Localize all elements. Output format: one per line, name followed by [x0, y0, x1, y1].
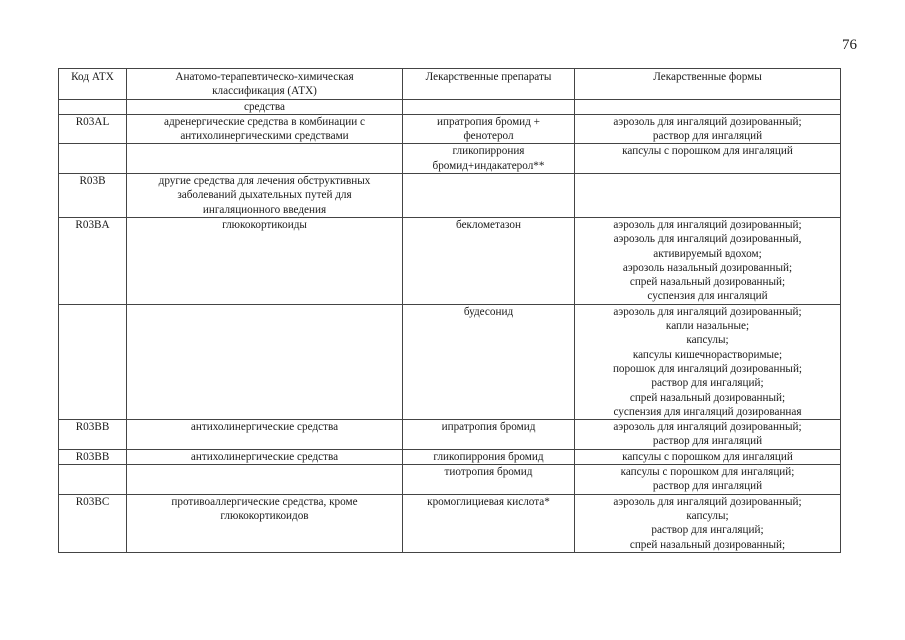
table-row	[59, 174, 841, 218]
drug-cell: гликопиррония бромид+индакатерол**	[403, 144, 575, 174]
atx-classification-cell	[127, 304, 403, 419]
atx-classification-cell: другие средства для лечения обструктивных заболеваний дыхательных путей для ингаляционного введения	[127, 174, 403, 218]
drug-cell: ипратропия бромид	[403, 420, 575, 450]
atx-classification-cell	[127, 465, 403, 495]
drug-cell: беклометазон	[403, 217, 575, 304]
drug-cell: кромоглициевая кислота*	[403, 494, 575, 552]
table-row	[59, 465, 841, 495]
atx-code-cell: R03BC	[59, 494, 127, 552]
drug-cell	[403, 99, 575, 114]
atx-code-cell	[59, 99, 127, 114]
atx-code-cell	[59, 304, 127, 419]
table-row	[59, 449, 841, 464]
table-row	[59, 144, 841, 174]
atx-classification-cell: средства	[127, 99, 403, 114]
table-row	[59, 494, 841, 552]
dosage-form-cell: аэрозоль для ингаляций дозированный; аэрозоль для ингаляций дозированный, активируемый вдохом; аэрозоль назальный дозированный; спрей назальный дозированный; суспензия для ингаляций	[575, 217, 841, 304]
dosage-form-cell: аэрозоль для ингаляций дозированный; капли назальные; капсулы; капсулы кишечнорастворимые; порошок для ингаляций дозированный; раствор для ингаляций; спрей назальный дозированный; суспензия для ингаляций дозированная	[575, 304, 841, 419]
atx-code-cell: R03AL	[59, 114, 127, 144]
drug-cell: ипратропия бромид + фенотерол	[403, 114, 575, 144]
header-drugs: Лекарственные препараты	[403, 69, 575, 100]
table-row	[59, 420, 841, 450]
dosage-form-cell: аэрозоль для ингаляций дозированный; капсулы; раствор для ингаляций; спрей назальный дозированный;	[575, 494, 841, 552]
atx-code-cell: R03BB	[59, 449, 127, 464]
atx-classification-cell: адренергические средства в комбинации с антихолинергическими средствами	[127, 114, 403, 144]
drug-cell: гликопиррония бромид	[403, 449, 575, 464]
table-row	[59, 99, 841, 114]
drug-cell: будесонид	[403, 304, 575, 419]
atx-code-cell: R03BB	[59, 420, 127, 450]
dosage-form-cell: капсулы с порошком для ингаляций	[575, 144, 841, 174]
header-atx-code: Код АТХ	[59, 69, 127, 100]
dosage-form-cell: аэрозоль для ингаляций дозированный; раствор для ингаляций	[575, 114, 841, 144]
atx-code-cell	[59, 144, 127, 174]
header-atx-classification: Анатомо-терапевтическо-химическая классификация (АТХ)	[127, 69, 403, 100]
atx-classification-cell	[127, 144, 403, 174]
atx-classification-cell: антихолинергические средства	[127, 449, 403, 464]
drug-cell: тиотропия бромид	[403, 465, 575, 495]
dosage-form-cell	[575, 99, 841, 114]
header-dosage-forms: Лекарственные формы	[575, 69, 841, 100]
atx-classification-cell: противоаллергические средства, кроме глюкокортикоидов	[127, 494, 403, 552]
atx-code-cell	[59, 465, 127, 495]
atx-code-cell: R03B	[59, 174, 127, 218]
atx-classification-cell: антихолинергические средства	[127, 420, 403, 450]
page-number: 76	[842, 37, 857, 53]
table-row	[59, 217, 841, 304]
table-header-row	[59, 69, 841, 100]
dosage-form-cell: аэрозоль для ингаляций дозированный; раствор для ингаляций	[575, 420, 841, 450]
atx-classification-cell: глюкокортикоиды	[127, 217, 403, 304]
table-row	[59, 114, 841, 144]
drug-cell	[403, 174, 575, 218]
dosage-form-cell: капсулы с порошком для ингаляций	[575, 449, 841, 464]
table-row	[59, 304, 841, 419]
dosage-form-cell: капсулы с порошком для ингаляций; раствор для ингаляций	[575, 465, 841, 495]
dosage-form-cell	[575, 174, 841, 218]
atx-table	[58, 68, 841, 553]
atx-code-cell: R03BA	[59, 217, 127, 304]
